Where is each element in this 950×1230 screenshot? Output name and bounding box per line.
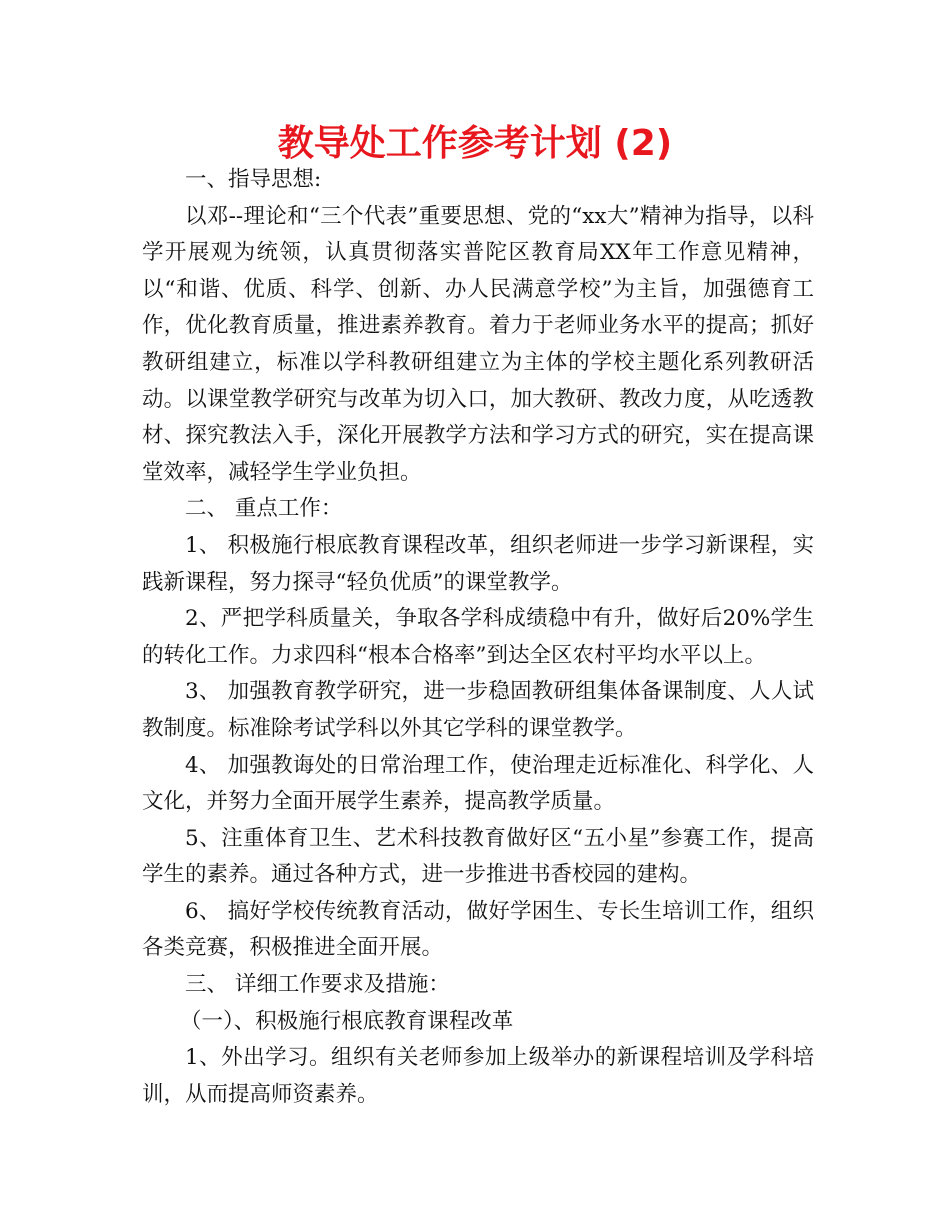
key-work-item-4: 4、 加强教诲处的日常治理工作，使治理走近标准化、科学化、人文化，并努力全面开展学生素养，提高教学质量。 <box>142 752 814 815</box>
section-heading-guiding-thought: 一、指导思想: <box>185 167 322 192</box>
document-title: 教导处工作参考计划 (2) <box>277 123 673 164</box>
key-work-item-2: 2、严把学科质量关，争取各学科成绩稳中有升，做好后20%学生的转化工作。力求四科“根本合格率”到达全区农村平均水平以上。 <box>142 606 814 668</box>
key-work-item-5: 5、注重体育卫生、艺术科技教育做好区“五小星”参赛工作，提高学生的素养。通过各种方式，进一步推进书香校园的建构。 <box>142 825 814 888</box>
section-heading-key-work: 二、 重点工作： <box>185 496 343 522</box>
measure-item-1: 1、外出学习。组织有关老师参加上级举办的新课程培训及学科培训，从而提高师资素养。 <box>142 1045 814 1107</box>
section-heading-detailed-requirements: 三、 详细工作要求及措施： <box>185 972 450 998</box>
key-work-item-3: 3、 加强教育教学研究，进一步稳固教研组集体备课制度、人人试教制度。标准除考试学科以外其它学科的课堂教学。 <box>142 679 814 741</box>
key-work-item-6: 6、 搞好学校传统教育活动，做好学困生、专长生培训工作，组织各类竞赛，积极推进全面开展。 <box>142 898 814 961</box>
subsection-heading-curriculum-reform: （一）、积极施行根底教育课程改革 <box>180 1008 514 1034</box>
key-work-item-1: 1、 积极施行根底教育课程改革，组织老师进一步学习新课程，实践新课程，努力探寻“轻负优质”的课堂教学。 <box>142 532 814 595</box>
paragraph-guiding-thought: 以邓--理论和“三个代表”重要思想、党的“xx大”精神为指导，以科学开展观为统领，认真贯彻落实普陀区教育局XX年工作意见精神，以“和谐、优质、科学、创新、办人民满意学校”为主旨，加强德育工作，优化教育质量，推进素养教育。着力于老师业务水平的提高；抓好教研组建立，标准以学科教研组建立为主体的学校主题化系列教研活动。以课堂教学研究与改革为切入口，加大教研、教改力度，从吃透教材、探究教法入手，深化开展教学方法和学习方式的研究，实在提高课堂效率，减轻学生学业负担。 <box>142 203 814 485</box>
document-body <box>142 162 814 1113</box>
